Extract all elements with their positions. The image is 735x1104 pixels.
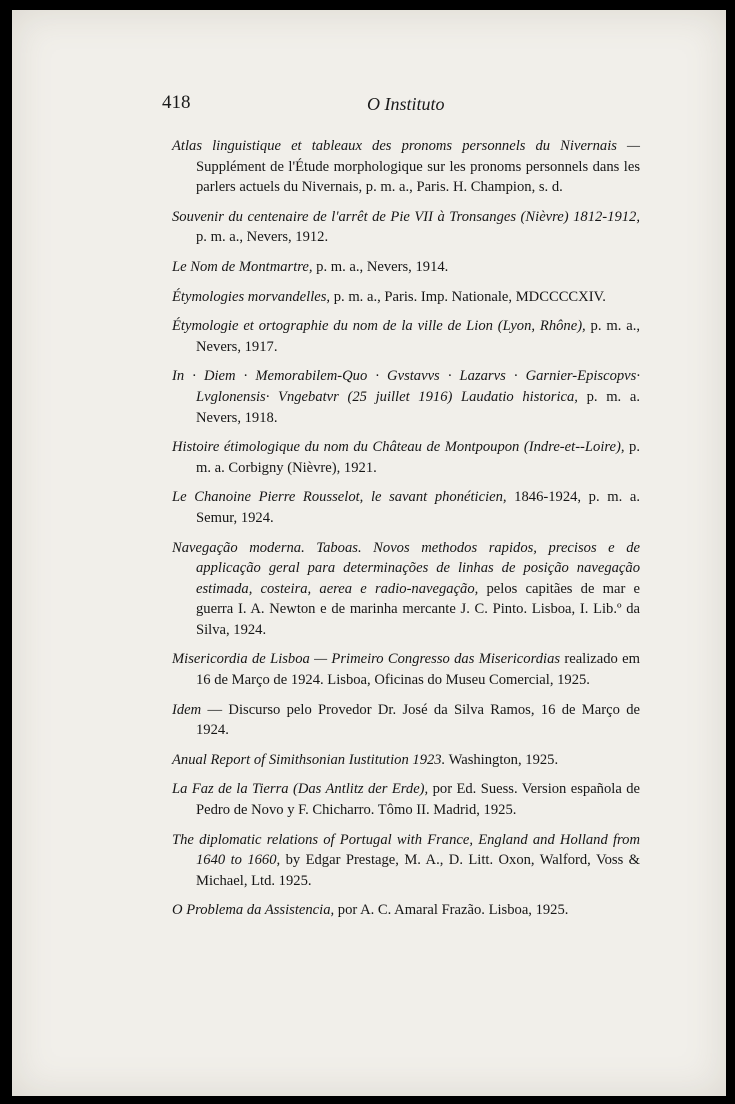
entry-title: Le Nom de Montmartre,	[172, 258, 313, 275]
entry-title: Atlas linguistique et tableaux des pronoms personnels du Nivernais —	[172, 138, 640, 154]
entry-details: p. m. a., Paris. Imp. Nationale, MDCCCCXIV.	[330, 288, 606, 305]
bibliography-entry	[172, 649, 640, 690]
entry-title: Étymologie et ortographie du nom de la ville de Lion (Lyon, Rhône),	[172, 318, 586, 335]
entry-details: por Ed. Suess. Version española de Pedro de Novo y F. Chicharro. Tômo II. Madrid, 1925.	[196, 781, 640, 819]
running-title: O Instituto	[367, 94, 445, 114]
entry-details: p. m. a. Nevers, 1918.	[196, 388, 640, 426]
bibliography-entry	[172, 779, 640, 820]
bibliography-entry	[172, 316, 640, 357]
entry-details: Supplément de l'Étude morphologique sur les pronoms personnels dans les parlers actuels du Nivernais, p. m. a., Paris. H. Champion, s. d.	[196, 158, 640, 196]
page-number: 418	[162, 92, 191, 113]
entry-details: p. m. a., Nevers, 1912.	[196, 229, 329, 246]
entry-title: Anual Report of Simithsonian Iustitution 1923.	[172, 751, 446, 768]
bibliography-entry	[172, 538, 640, 641]
entry-details: pelos capitães de mar e guerra I. A. Newton e de marinha mercante J. C. Pinto. Lisboa, I. Lib.º da Silva, 1924.	[196, 580, 640, 638]
entry-title: Souvenir du centenaire de l'arrêt de Pie VII à Tronsanges (Nièvre) 1812-1912,	[172, 208, 640, 225]
entry-title: Misericordia de Lisboa — Primeiro Congresso das Misericordias	[172, 651, 561, 668]
entry-details: 1846-1924, p. m. a. Semur, 1924.	[196, 489, 640, 526]
entry-details: realizado em 16 de Março de 1924. Lisboa, Oficinas do Museu Comercial, 1925.	[196, 651, 640, 689]
entry-title: Idem	[172, 701, 202, 718]
entry-details: por A. C. Amaral Frazão. Lisboa, 1925.	[334, 902, 569, 919]
entry-details: p. m. a., Nevers, 1914.	[312, 258, 449, 275]
bibliography-entry	[172, 207, 640, 248]
entry-details: Washington, 1925.	[445, 751, 559, 768]
entry-title: The diplomatic relations of Portugal with France, England and Holland from 1640 to 1660,	[172, 831, 640, 869]
entry-title: Étymologies morvandelles,	[172, 288, 331, 305]
bibliography-entry	[172, 700, 640, 741]
page-header	[162, 92, 642, 122]
entry-details: p. m. a., Nevers, 1917.	[196, 318, 640, 355]
bibliography-entry	[172, 750, 640, 771]
entry-details: by Edgar Prestage, M. A., D. Litt. Oxon, Walford, Voss & Michael, Ltd. 1925.	[196, 852, 641, 889]
entry-title: Navegação moderna. Taboas. Novos methodos rapidos, precisos e de applicação geral para determinações de linhas de posição navegação estimada, costeira, aerea e radio-navegação,	[172, 539, 640, 597]
entry-title: La Faz de la Tierra (Das Antlitz der Erde),	[172, 781, 429, 798]
entry-details: p. m. a. Corbigny (Nièvre), 1921.	[196, 439, 640, 476]
bibliography-entry	[172, 287, 640, 308]
entry-title: Le Chanoine Pierre Rousselot, le savant phonéticien,	[172, 489, 507, 506]
entry-title: In · Diem · Memorabilem-Quo · Gvstavvs · Lazarvs · Garnier-Episcopvs· Lvglonensis· Vngebatvr (25 juillet 1916) Laudatio historica,	[172, 368, 640, 405]
bibliography-entry	[172, 437, 640, 478]
bibliography-entry	[172, 830, 640, 892]
bibliography-list	[172, 136, 640, 930]
entry-title: O Problema da Assistencia,	[172, 902, 335, 919]
book-page	[12, 10, 726, 1096]
bibliography-entry	[172, 900, 640, 921]
entry-details: — Discurso pelo Provedor Dr. José da Silva Ramos, 16 de Março de 1924.	[196, 701, 640, 739]
bibliography-entry	[172, 257, 640, 278]
bibliography-entry	[172, 366, 640, 428]
bibliography-entry	[172, 136, 640, 198]
entry-title: Histoire étimologique du nom du Château de Montpoupon (Indre-et--Loire),	[172, 439, 625, 456]
bibliography-entry	[172, 487, 640, 528]
